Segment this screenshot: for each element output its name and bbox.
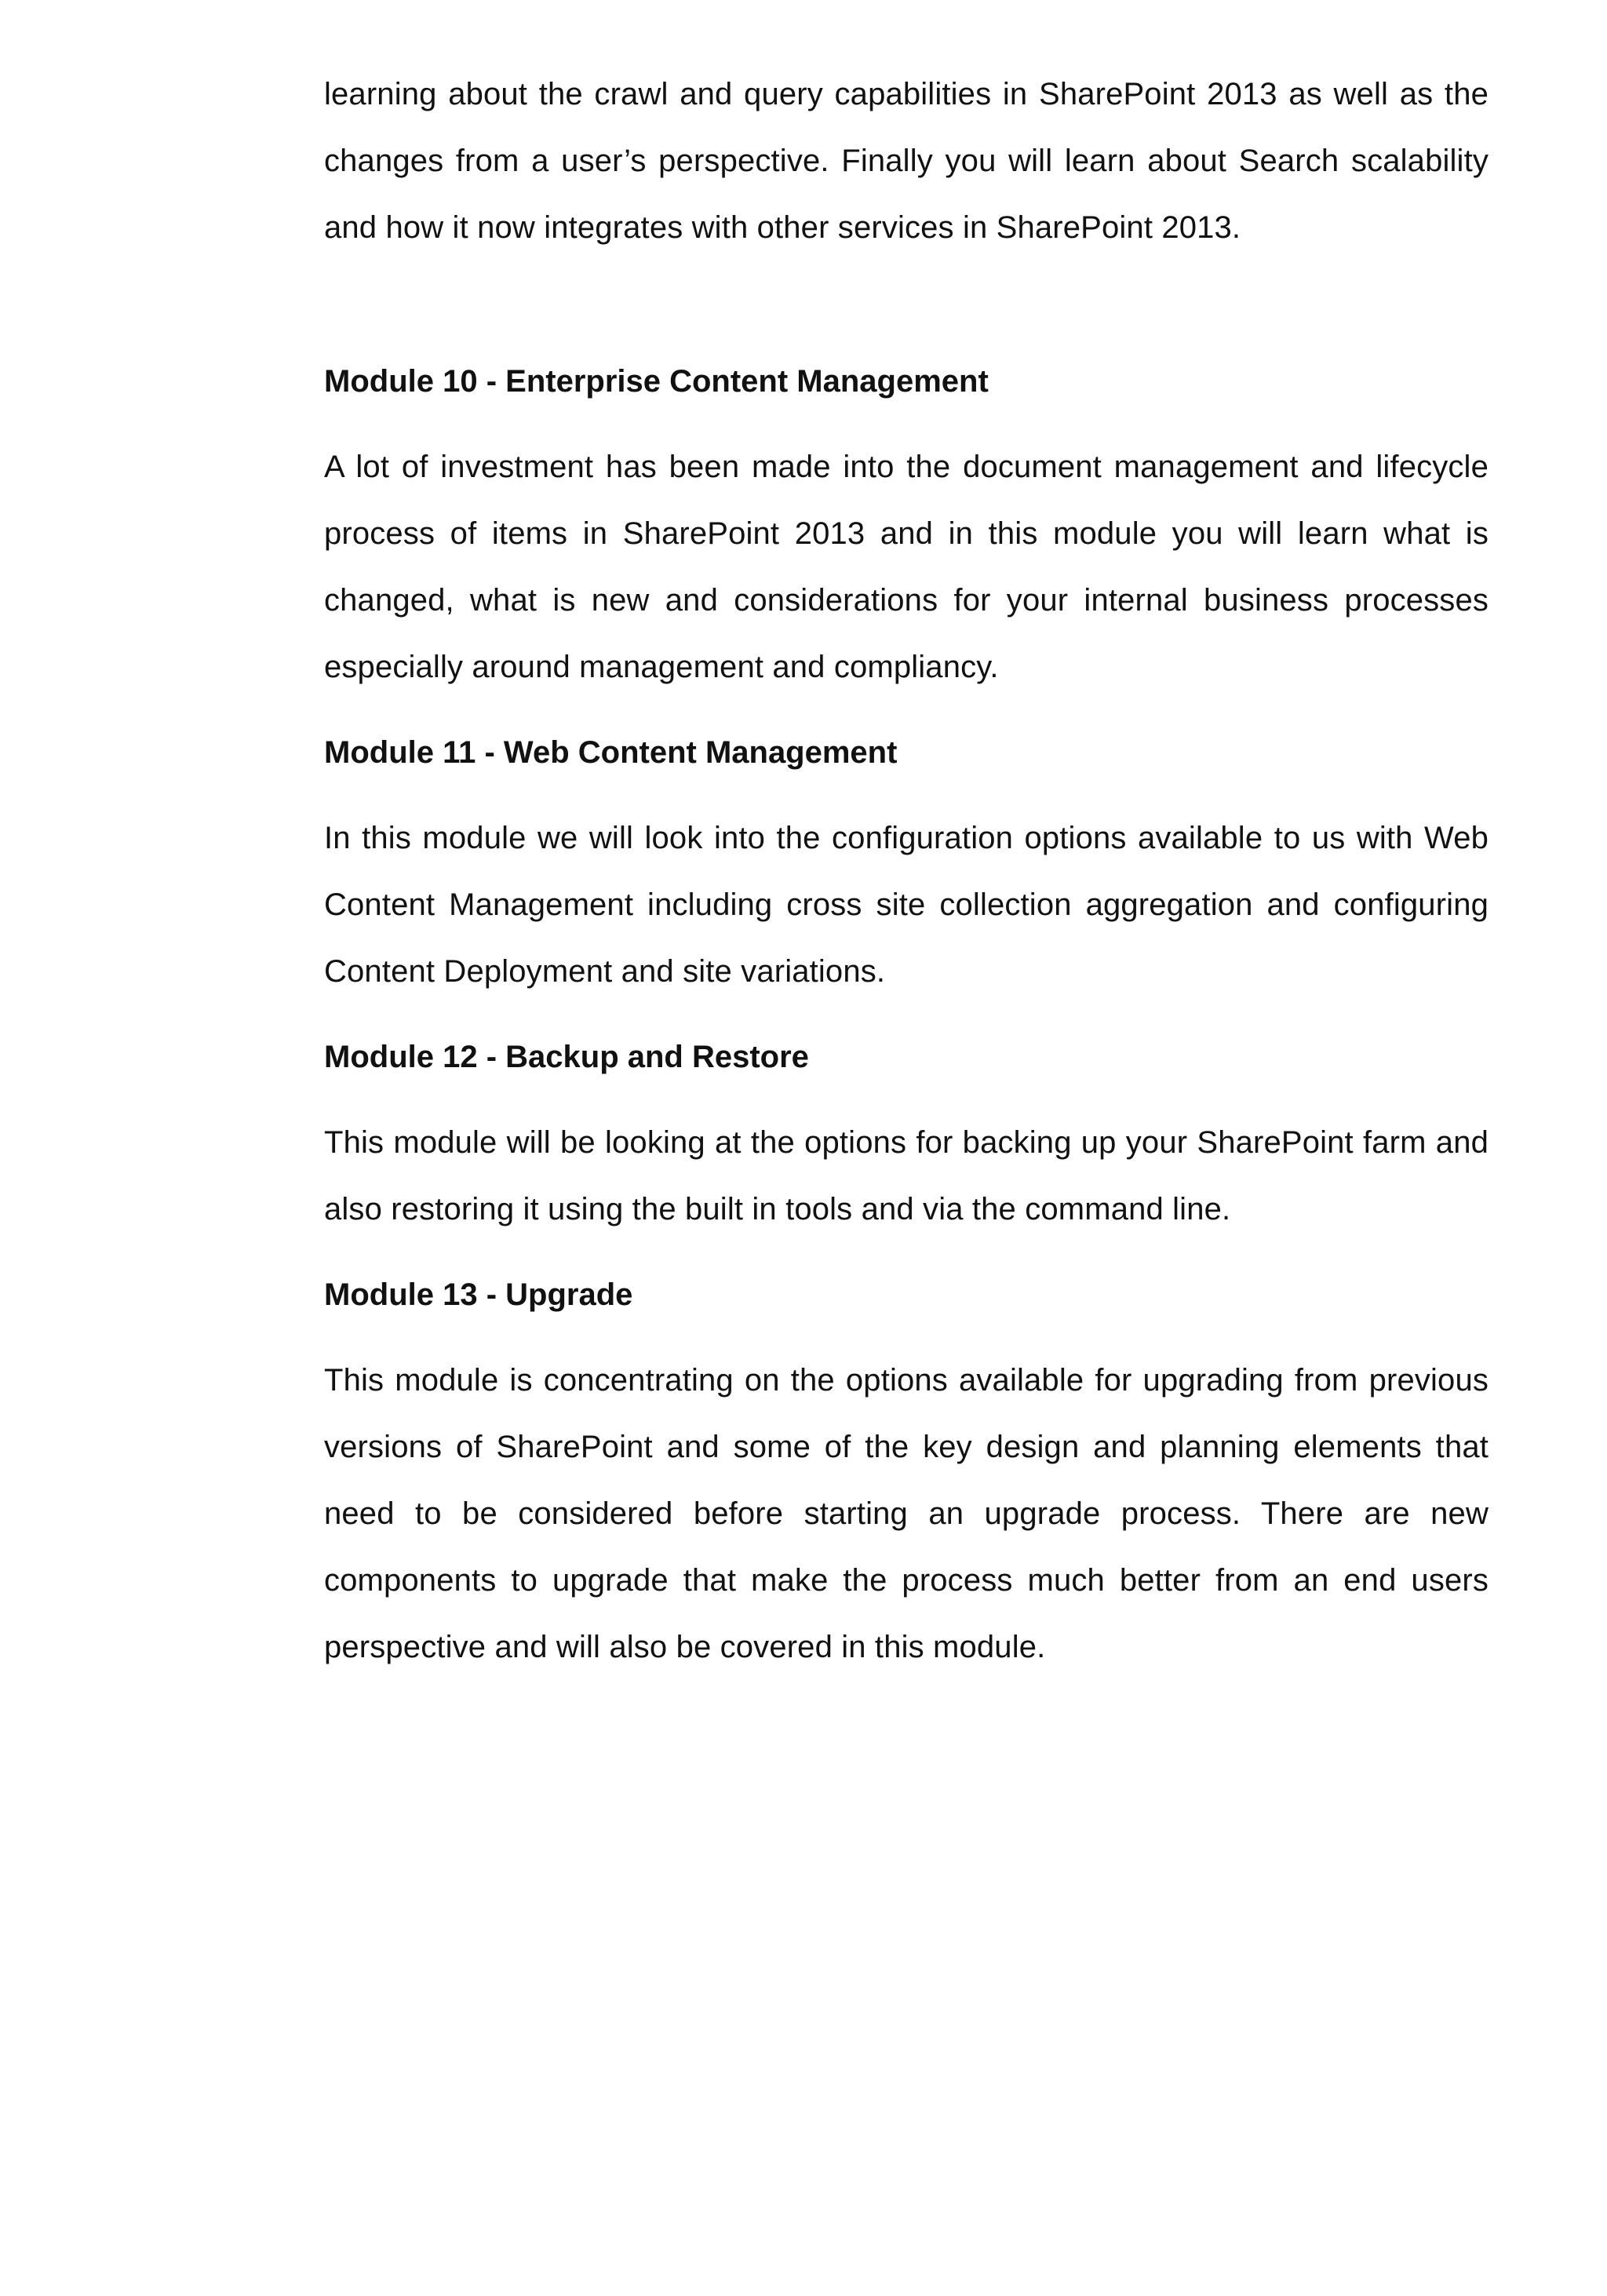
heading-spacer bbox=[324, 1328, 1489, 1347]
heading-spacer bbox=[324, 786, 1489, 805]
module-12-paragraph: This module will be looking at the options for backing up your SharePoint farm and also restoring it using the built in tools and via the command line. bbox=[324, 1125, 1489, 1226]
module-10-paragraph: A lot of investment has been made into the document management and lifecycle process of items in SharePoint 2013 and in this module you will learn what is changed, what is new and considerations for your internal business processes especially around management and compliancy. bbox=[324, 450, 1489, 684]
module-12-heading: Module 12 - Backup and Restore bbox=[324, 1040, 809, 1074]
section-spacer bbox=[324, 1005, 1489, 1024]
module-13-paragraph: This module is concentrating on the options available for upgrading from previous versions of SharePoint and some of the key design and planning elements that need to be considered before starting an upgrade process. There are new components to upgrade that make the process much better from an end users perspective and will also be covered in this module. bbox=[324, 1363, 1489, 1664]
heading-spacer bbox=[324, 415, 1489, 434]
module-13-heading: Module 13 - Upgrade bbox=[324, 1277, 633, 1312]
document-page bbox=[324, 61, 1489, 1681]
section-spacer bbox=[324, 1243, 1489, 1262]
section-spacer bbox=[324, 261, 1489, 348]
intro-paragraph: learning about the crawl and query capabilities in SharePoint 2013 as well as the changes from a user’s perspective. Finally you will learn about Search scalability and how it now integrates with other services in SharePoint 2013. bbox=[324, 77, 1489, 245]
module-11-paragraph: In this module we will look into the configuration options available to us with Web Content Management including cross site collection aggregation and configuring Content Deployment and site variations. bbox=[324, 821, 1489, 989]
module-11-heading: Module 11 - Web Content Management bbox=[324, 735, 898, 770]
module-10-heading: Module 10 - Enterprise Content Management bbox=[324, 364, 989, 399]
section-spacer bbox=[324, 701, 1489, 720]
heading-spacer bbox=[324, 1091, 1489, 1110]
